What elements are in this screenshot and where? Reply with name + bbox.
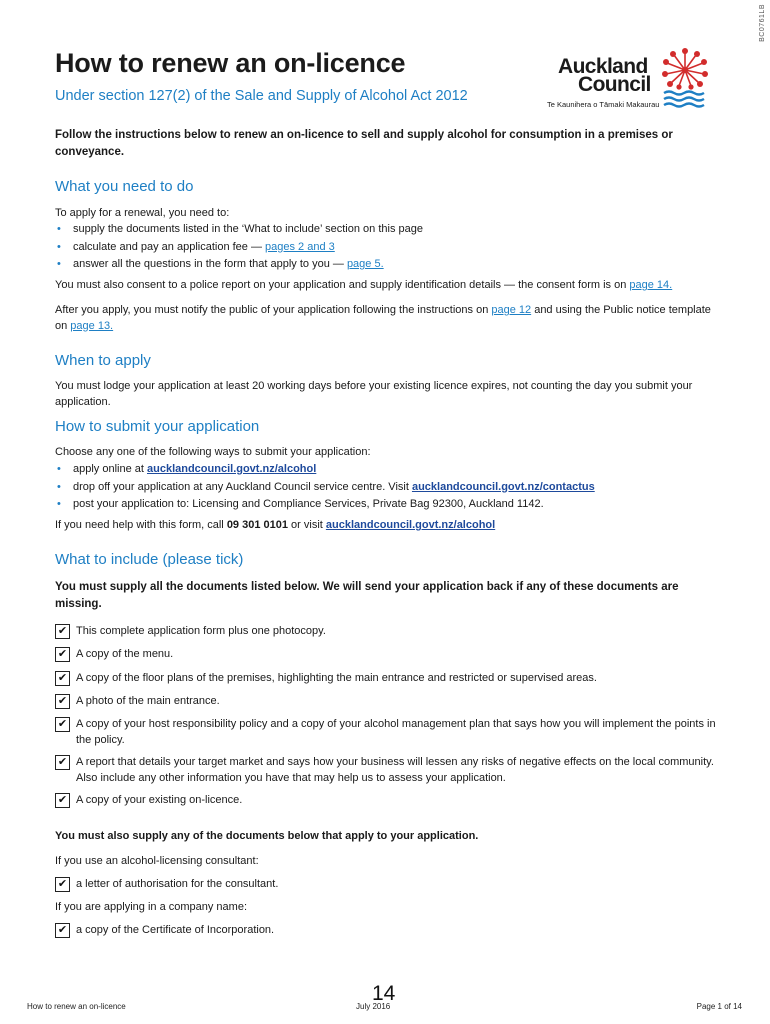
- checklist-item[interactable]: [55, 717, 720, 749]
- also-supply-notice: You must also supply any of the documents below that apply to your application.: [55, 830, 479, 842]
- need-lead: To apply for a renewal, you need to:: [55, 207, 230, 219]
- page-subtitle: Under section 127(2) of the Sale and Supply of Alcohol Act 2012: [55, 88, 468, 104]
- need-bullet-1: supply the documents listed in the ‘What to include’ section on this page: [73, 223, 423, 235]
- link-pages-2-3[interactable]: pages 2 and 3: [265, 240, 335, 253]
- footer-page-count: Page 1 of 14: [696, 1002, 742, 1011]
- list-item: [55, 462, 715, 480]
- intro-paragraph: Follow the instructions below to renew an on-licence to sell and supply alcohol for consumption in a premises or conveyance.: [55, 129, 673, 158]
- link-contactus[interactable]: aucklandcouncil.govt.nz/contactus: [411, 480, 595, 493]
- company-lead: If you are applying in a company name:: [55, 901, 248, 913]
- checklist-item[interactable]: [55, 755, 720, 787]
- pohutukawa-flower-icon: [662, 48, 708, 110]
- checklist-item[interactable]: [55, 671, 720, 687]
- submit-lead: Choose any one of the following ways to submit your application:: [55, 446, 371, 458]
- list-item: [55, 257, 715, 275]
- checkbox[interactable]: ✔: [55, 755, 70, 770]
- logo-line2: Council: [578, 73, 651, 96]
- submit-bullet-1: apply online at: [73, 463, 147, 475]
- footer-title: How to renew an on-licence: [27, 1002, 126, 1011]
- checkbox[interactable]: ✔: [55, 624, 70, 639]
- heading-when-to-apply: When to apply: [55, 352, 151, 369]
- checkbox[interactable]: ✔: [55, 717, 70, 732]
- checklist-item-label: This complete application form plus one photocopy.: [76, 625, 326, 637]
- police-consent-text: You must also consent to a police report on your application and supply identification details — the consent form is on: [55, 279, 630, 291]
- link-page-12[interactable]: page 12: [491, 304, 532, 316]
- checklist-item-label: a letter of authorisation for the consultant.: [76, 878, 279, 890]
- public-notice-paragraph: [55, 303, 720, 334]
- include-must-notice: You must supply all the documents listed below. We will send your application back if any of these documents are missing.: [55, 581, 679, 610]
- checkbox[interactable]: ✔: [55, 694, 70, 709]
- help-paragraph: [55, 518, 720, 534]
- need-bullet-3: answer all the questions in the form that apply to you —: [73, 258, 347, 270]
- list-item: [55, 240, 715, 258]
- need-list: [55, 222, 715, 275]
- link-page-14[interactable]: page 14.: [629, 279, 673, 291]
- checklist-item[interactable]: [55, 624, 720, 640]
- public-notice-text-2: and using the Public notice template on: [55, 304, 711, 332]
- auckland-council-logo: [540, 48, 720, 112]
- heading-how-to-submit: How to submit your application: [55, 418, 260, 435]
- link-page-13[interactable]: page 13.: [70, 319, 114, 332]
- checkbox[interactable]: ✔: [55, 647, 70, 662]
- page-number-large: 14: [372, 982, 396, 1005]
- when-to-apply-text: You must lodge your application at least 20 working days before your existing licence expires, not counting the day you submit your application.: [55, 380, 693, 408]
- help-text-2: or visit: [287, 519, 326, 531]
- document-code: BC0761LB: [759, 4, 766, 42]
- police-consent-paragraph: [55, 278, 725, 294]
- list-item: [55, 497, 715, 515]
- help-phone: 09 301 0101: [226, 519, 288, 531]
- link-page-5[interactable]: page 5.: [346, 258, 384, 270]
- checklist-item[interactable]: [55, 694, 720, 710]
- checkbox[interactable]: ✔: [55, 793, 70, 808]
- checklist-item[interactable]: [55, 793, 720, 809]
- link-alcohol[interactable]: aucklandcouncil.govt.nz/alcohol: [147, 463, 317, 475]
- page-title: How to renew an on-licence: [55, 48, 406, 78]
- logo-tagline: Te Kaunihera o Tāmaki Makaurau: [547, 100, 660, 109]
- logo-line1: Auckland: [558, 55, 648, 78]
- checklist-item-label: A copy of your existing on-licence.: [76, 794, 243, 806]
- list-item: [55, 222, 715, 240]
- footer-date: July 2016: [356, 1002, 391, 1011]
- heading-what-you-need: What you need to do: [55, 178, 194, 195]
- checklist-item-label: A report that details your target market and says how your business will lessen any risks of negative effects on the local community. Also include any other information you have that may help us to assess your application.: [76, 756, 714, 784]
- checklist-item-label: A photo of the main entrance.: [76, 695, 220, 707]
- checkbox[interactable]: ✔: [55, 923, 70, 938]
- checklist-item-company[interactable]: [55, 923, 720, 939]
- link-help-alcohol[interactable]: aucklandcouncil.govt.nz/alcohol: [325, 519, 496, 531]
- help-text-1: If you need help with this form, call: [55, 519, 227, 531]
- heading-what-to-include: What to include (please tick): [55, 551, 244, 568]
- checkbox[interactable]: ✔: [55, 671, 70, 686]
- checklist-item-consultant[interactable]: [55, 877, 720, 893]
- checklist-item-label: A copy of your host responsibility policy and a copy of your alcohol management plan that says how you will implement the points in the policy.: [76, 718, 716, 746]
- need-bullet-2: calculate and pay an application fee —: [73, 240, 266, 253]
- checkbox[interactable]: ✔: [55, 877, 70, 892]
- submit-bullet-2: drop off your application at any Auckland Council service centre. Visit: [73, 480, 412, 493]
- list-item: [55, 480, 715, 498]
- checklist-item[interactable]: [55, 647, 720, 663]
- checklist-item-label: A copy of the menu.: [76, 648, 174, 660]
- checklist-item-label: a copy of the Certificate of Incorporation.: [76, 924, 275, 936]
- consultant-lead: If you use an alcohol-licensing consultant:: [55, 855, 259, 867]
- submit-bullet-3: post your application to: Licensing and Compliance Services, Private Bag 92300, Auckland 1142.: [73, 498, 544, 510]
- checklist-item-label: A copy of the floor plans of the premises, highlighting the main entrance and restricted or supervised areas.: [76, 672, 597, 684]
- public-notice-text-1: After you apply, you must notify the public of your application following the instructions on: [55, 304, 492, 316]
- submit-list: [55, 462, 715, 515]
